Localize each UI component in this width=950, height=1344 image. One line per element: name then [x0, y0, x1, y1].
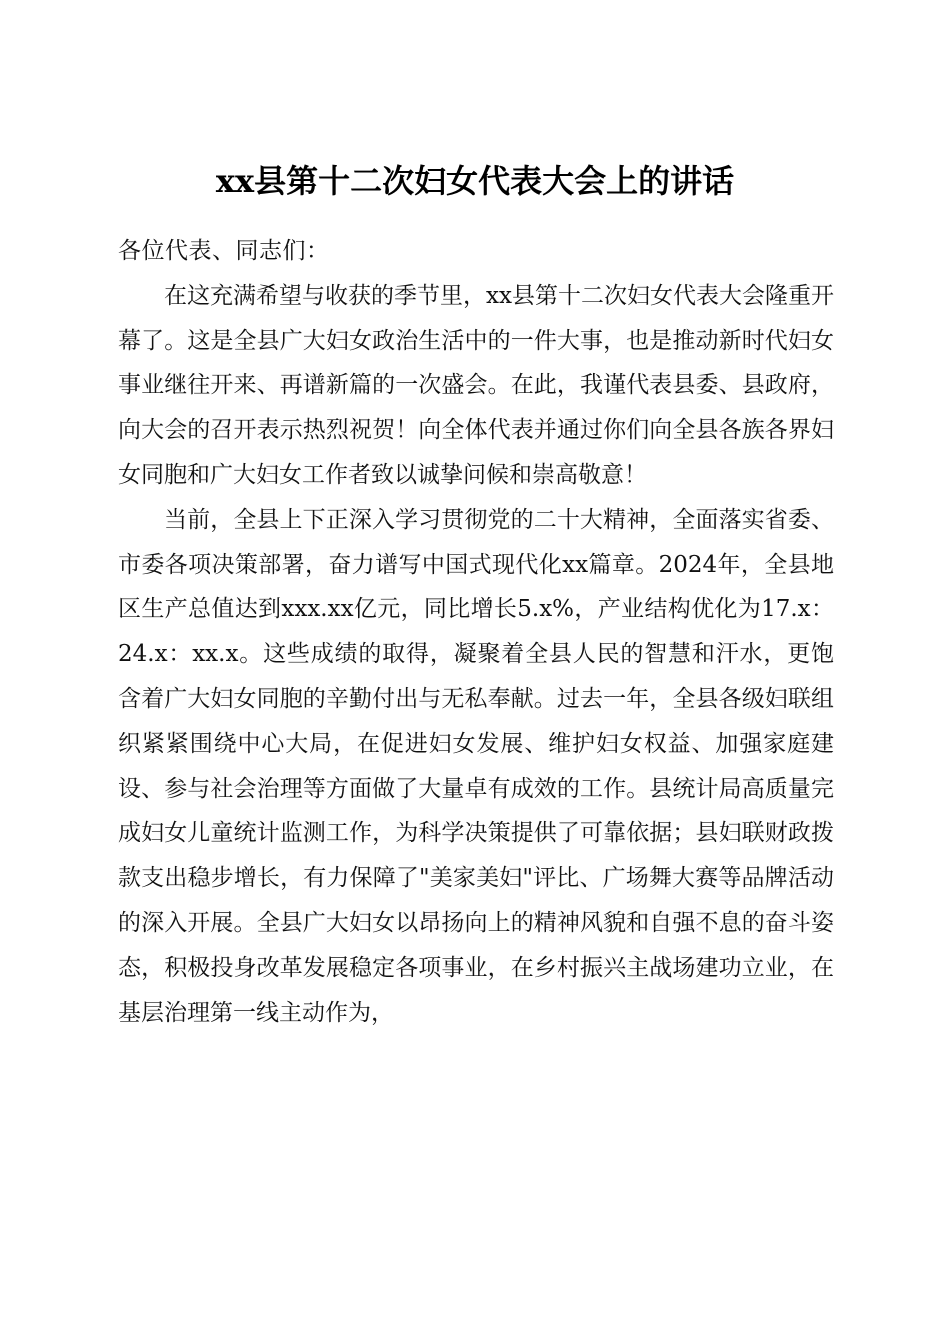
salutation: 各位代表、同志们： — [118, 238, 330, 264]
paragraph-1: 在这充满希望与收获的季节里，xx县第十二次妇女代表大会隆重开幕了。这是全县广大妇女政治生活中的一件大事，也是推动新时代妇女事业继往开来、再谱新篇的一次盛会。在此，我谨代表县委、县政府，向大会的召开表示热烈祝贺！向全体代表并通过你们向全县各族各界妇女同胞和广大妇女工作者致以诚挚问候和崇高敬意！ — [118, 282, 834, 488]
document-title: xx县第十二次妇女代表大会上的讲话 — [215, 162, 735, 201]
paragraph-2: 当前，全县上下正深入学习贯彻党的二十大精神，全面落实省委、市委各项决策部署，奋力谱写中国式现代化xx篇章。2024年，全县地区生产总值达到xxx.xx亿元，同比增长5.x%，产业结构优化为17.x：24.x：xx.x。这些成绩的取得，凝聚着全县人民的智慧和汗水，更饱含着广大妇女同胞的辛勤付出与无私奉献。过去一年，全县各级妇联组织紧紧围绕中心大局，在促进妇女发展、维护妇女权益、加强家庭建设、参与社会治理等方面做了大量卓有成效的工作。县统计局高质量完成妇女儿童统计监测工作，为科学决策提供了可靠依据；县妇联财政拨款支出稳步增长，有力保障了"美家美妇"评比、广场舞大赛等品牌活动的深入开展。全县广大妇女以昂扬向上的精神风貌和自强不息的奋斗姿态，积极投身改革发展稳定各项事业，在乡村振兴主战场建功立业，在基层治理第一线主动作为， — [118, 506, 834, 1026]
document-body — [118, 229, 834, 1035]
